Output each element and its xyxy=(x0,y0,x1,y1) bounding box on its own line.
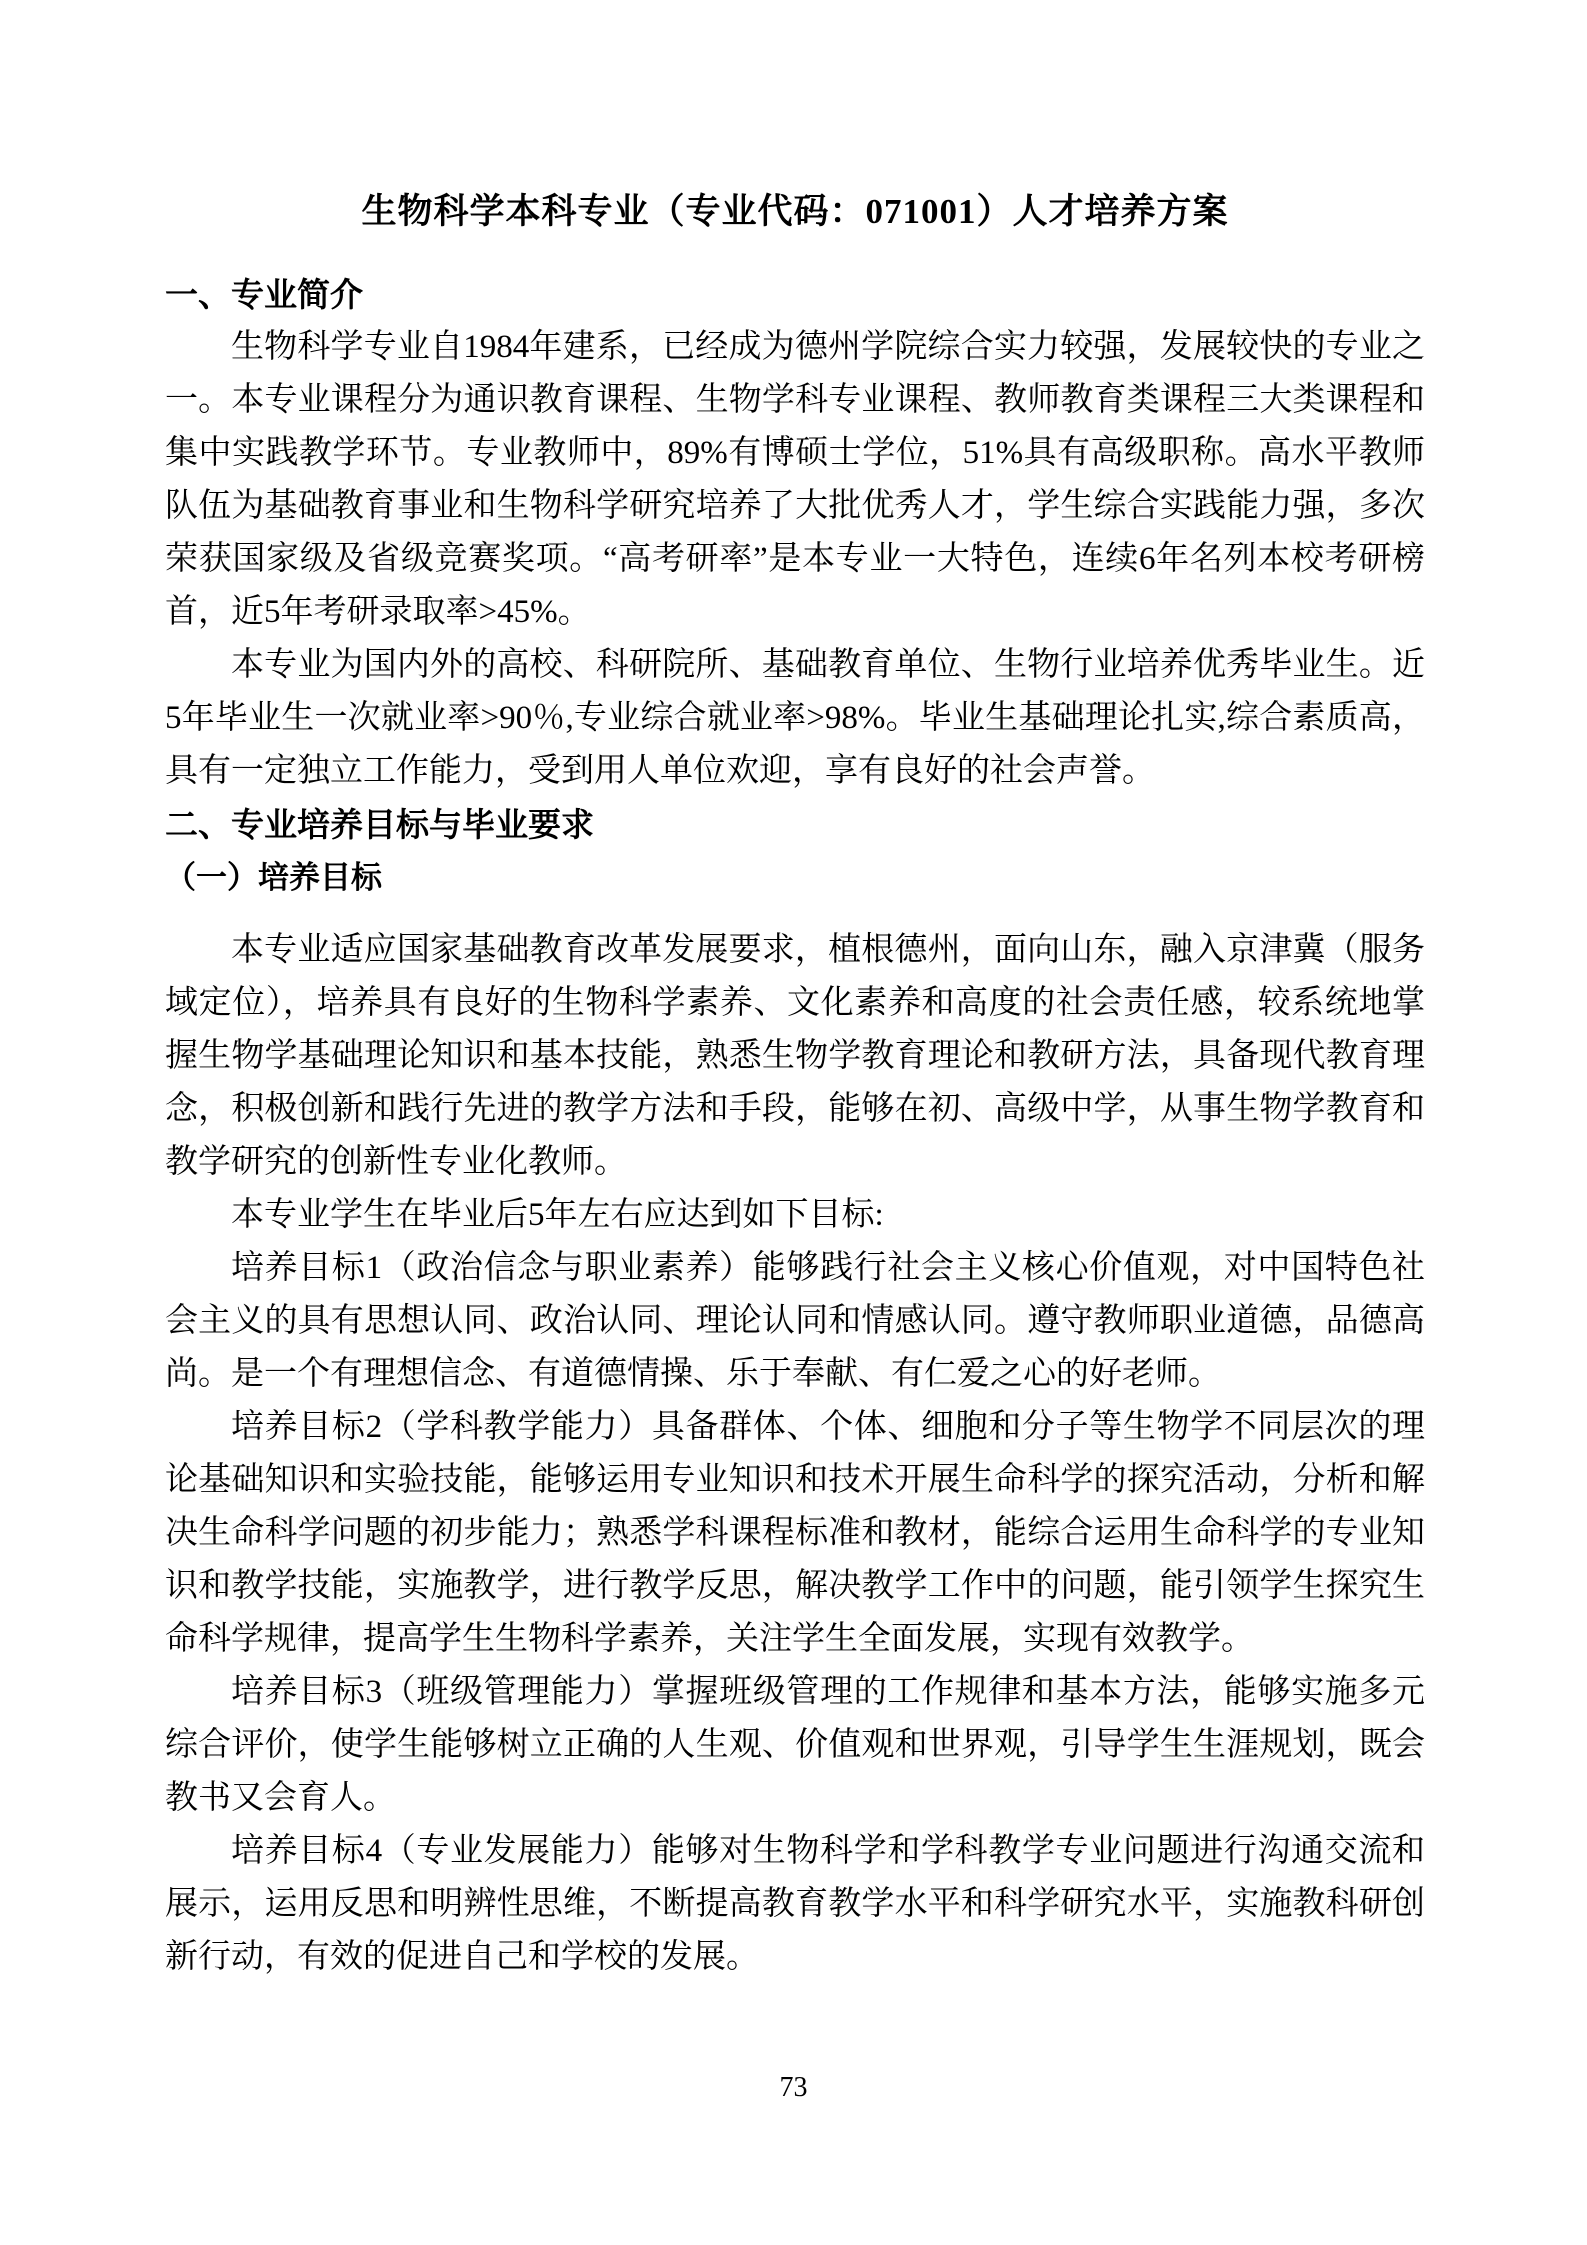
objective-4-paragraph: 培养目标4（专业发展能力）能够对生物科学和学科教学专业问题进行沟通交流和展示，运用反思和明辨性思维，不断提高教育教学水平和科学研究水平，实施教科研创新行动，有效的促进自己和学校的发展。 xyxy=(165,1833,1425,1975)
objectives-subheading: （一）培养目标 xyxy=(165,860,382,895)
objective-3-paragraph: 培养目标3（班级管理能力）掌握班级管理的工作规律和基本方法，能够实施多元综合评价，使学生能够树立正确的人生观、价值观和世界观，引导学生生涯规划，既会教书又会育人。 xyxy=(165,1674,1425,1816)
objective-1-paragraph: 培养目标1（政治信念与职业素养）能够践行社会主义核心价值观，对中国特色社会主义的具有思想认同、政治认同、理论认同和情感认同。遵守教师职业道德，品德高尚。是一个有理想信念、有道德情操、乐于奉献、有仁爱之心的好老师。 xyxy=(165,1250,1425,1392)
document-title: 生物科学本科专业（专业代码：071001）人才培养方案 xyxy=(361,192,1229,231)
intro-paragraph-1: 生物科学专业自1984年建系，已经成为德州学院综合实力较强，发展较快的专业之一。本专业课程分为通识教育课程、生物学科专业课程、教师教育类课程三大类课程和集中实践教学环节。专业教师中，89%有博硕士学位，51%具有高级职称。高水平教师队伍为基础教育事业和生物科学研究培养了大批优秀人才，学生综合实践能力强，多次荣获国家级及省级竞赛奖项。“高考研率”是本专业一大特色，连续6年名列本校考研榜首，近5年考研录取率>45%。 xyxy=(165,329,1425,630)
objectives-lead-in-line: 本专业学生在毕业后5年左右应达到如下目标: xyxy=(231,1197,884,1233)
page-number: 73 xyxy=(779,2072,808,2103)
intro-paragraph-2: 本专业为国内外的高校、科研院所、基础教育单位、生物行业培养优秀毕业生。近5年毕业生一次就业率>90％,专业综合就业率>98%。毕业生基础理论扎实,综合素质高，具有一定独立工作能力，受到用人单位欢迎，享有良好的社会声誉。 xyxy=(165,647,1425,789)
section-intro-heading: 一、专业简介 xyxy=(165,276,363,313)
objectives-overview-paragraph: 本专业适应国家基础教育改革发展要求，植根德州，面向山东，融入京津冀（服务域定位），培养具有良好的生物科学素养、文化素养和高度的社会责任感，较系统地掌握生物学基础理论知识和基本技能，熟悉生物学教育理论和教研方法，具备现代教育理念，积极创新和践行先进的教学方法和手段，能够在初、高级中学，从事生物学教育和教学研究的创新性专业化教师。 xyxy=(165,932,1425,1180)
objective-2-paragraph: 培养目标2（学科教学能力）具备群体、个体、细胞和分子等生物学不同层次的理论基础知识和实验技能，能够运用专业知识和技术开展生命科学的探究活动，分析和解决生命科学问题的初步能力；熟悉学科课程标准和教材，能综合运用生命科学的专业知识和教学技能，实施教学，进行教学反思，解决教学工作中的问题，能引领学生探究生命科学规律，提高学生生物科学素养，关注学生全面发展，实现有效教学。 xyxy=(165,1409,1425,1657)
section-objectives-heading: 二、专业培养目标与毕业要求 xyxy=(165,806,594,843)
